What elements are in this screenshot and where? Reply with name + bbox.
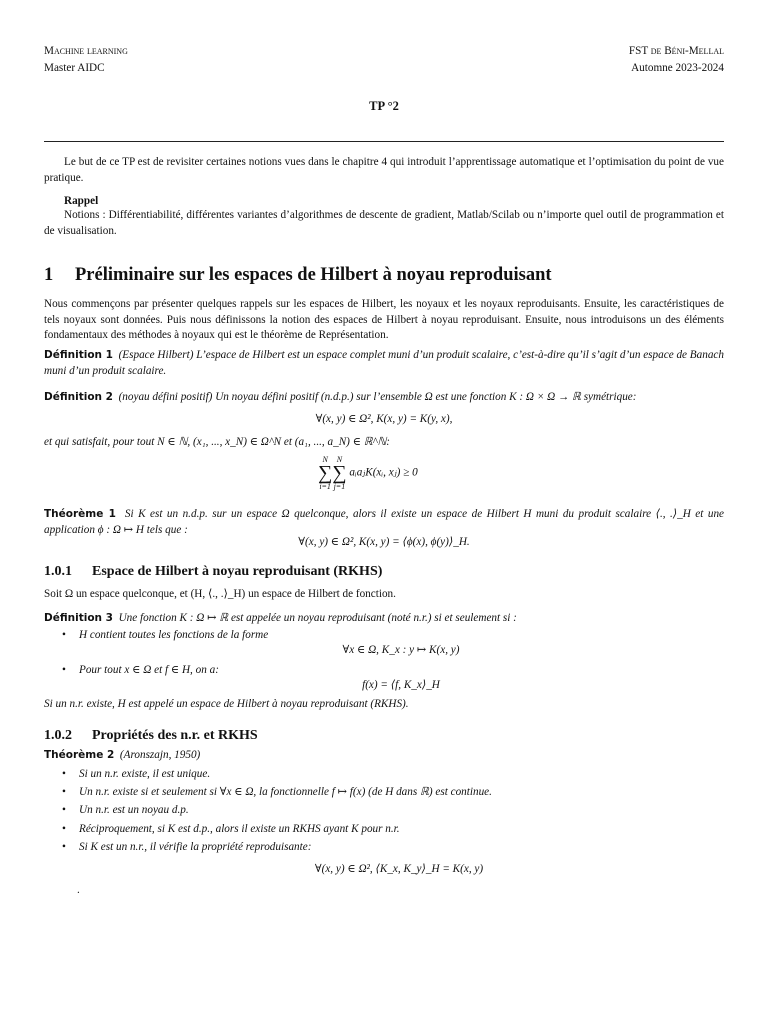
definition-3-text: Une fonction K : Ω ↦ ℝ est appelée un noyau reproduisant (noté n.r.) si et seulement si : bbox=[118, 612, 517, 624]
definition-3-item-1: • H contient toutes les fonctions de la forme bbox=[62, 628, 268, 644]
symmetry-equation: ∀(x, y) ∈ Ω², K(x, y) = K(y, x), bbox=[315, 413, 453, 425]
subsection-title-1: Espace de Hilbert à noyau reproduisant (RKHS) bbox=[92, 564, 383, 579]
bullet-icon: • bbox=[62, 786, 66, 798]
bullet-icon: • bbox=[62, 841, 66, 853]
definition-3 bbox=[44, 611, 517, 627]
program-name: Master AIDC bbox=[44, 62, 105, 74]
sum-body: aᵢaⱼK(xᵢ, xⱼ) ≥ 0 bbox=[349, 466, 418, 479]
definition-1 bbox=[44, 348, 724, 379]
definition-1-text: (Espace Hilbert) L’espace de Hilbert est un espace complet muni d’un produit scalaire, c’est-à-dire qu’il s’agit d’un espace de Banach muni d’un produit scalaire. bbox=[44, 349, 724, 377]
sum-j: N ∑ j=1 bbox=[332, 455, 347, 491]
theorem-2-label: Théorème 2 bbox=[44, 749, 115, 761]
definition-2-text: (noyau défini positif) Un noyau défini positif (n.d.p.) sur l’ensemble Ω est une fonction K : Ω × Ω → ℝ symétrique: bbox=[118, 391, 637, 403]
definition-1-label: Définition 1 bbox=[44, 349, 113, 361]
theorem-2-item: • Si un n.r. existe, il est unique. bbox=[62, 767, 210, 783]
subsection-number-2: 1.0.2 bbox=[44, 728, 72, 743]
bullet-icon: • bbox=[62, 804, 66, 816]
intro-paragraph: Le but de ce TP est de revisiter certaines notions vues dans le chapitre 4 qui introduit l’apprentissage automatique et l’optimisation du point de vue pratique. bbox=[44, 156, 724, 184]
kx-equation: ∀x ∈ Ω, K_x : y ↦ K(x, y) bbox=[342, 644, 460, 656]
definition-2 bbox=[44, 390, 734, 406]
theorem-2 bbox=[44, 748, 200, 764]
section-title: Préliminaire sur les espaces de Hilbert à noyau reproduisant bbox=[75, 265, 552, 285]
term: Automne 2023-2024 bbox=[631, 62, 724, 74]
trailing-dot: . bbox=[77, 884, 80, 896]
theorem-1 bbox=[44, 507, 724, 538]
reproducing-property-equation: ∀(x, y) ∈ Ω², ⟨K_x, K_y⟩_H = K(x, y) bbox=[314, 863, 484, 875]
bullet-icon: • bbox=[62, 768, 66, 780]
subsection-number-1: 1.0.1 bbox=[44, 564, 72, 579]
section-number: 1 bbox=[44, 265, 54, 285]
theorem-2-item: • Si K est un n.r., il vérifie la propriété reproduisante: bbox=[62, 840, 311, 856]
bullet-icon: • bbox=[62, 823, 66, 835]
rkhs-intro: Soit Ω un espace quelconque, et (H, ⟨., .⟩_H) un espace de Hilbert de fonction. bbox=[44, 588, 396, 600]
title-rule bbox=[44, 141, 724, 142]
bullet-icon: • bbox=[62, 664, 66, 676]
rkhs-conclusion: Si un n.r. existe, H est appelé un espace de Hilbert à noyau reproduisant (RKHS). bbox=[44, 698, 409, 710]
definition-2-label: Définition 2 bbox=[44, 391, 113, 403]
course-name: Machine learning bbox=[44, 45, 128, 57]
theorem-2-item: • Un n.r. existe si et seulement si ∀x ∈ Ω, la fonctionnelle f ↦ f(x) (de H dans ℝ) est continue. bbox=[62, 785, 492, 801]
theorem-1-text: Si K est un n.d.p. sur un espace Ω quelconque, alors il existe un espace de Hilbert H muni du produit scalaire ⟨., .⟩_H et une application ϕ : Ω ↦ H tels que : bbox=[44, 508, 725, 536]
definition-3-item-2: • Pour tout x ∈ Ω et f ∈ H, on a: bbox=[62, 663, 219, 679]
rappel-heading: Rappel bbox=[64, 195, 99, 207]
theorem-1-label: Théorème 1 bbox=[44, 508, 116, 520]
definition-2-condition: et qui satisfait, pour tout N ∈ ℕ, (x₁, ..., x_N) ∈ Ω^N et (a₁, ..., a_N) ∈ ℝ^ℕ: bbox=[44, 436, 391, 448]
reproducing-equation: f(x) = ⟨f, K_x⟩_H bbox=[362, 679, 440, 691]
rappel-text: Notions : Différentiabilité, différentes variantes d’algorithmes de descente de gradient, Matlab/Scilab ou n’importe quel outil de programmation et de visualisation. bbox=[44, 209, 724, 237]
theorem-2-item: • Un n.r. est un noyau d.p. bbox=[62, 803, 189, 819]
bullet-icon: • bbox=[62, 629, 66, 641]
definition-3-label: Définition 3 bbox=[44, 612, 113, 624]
subsection-title-2: Propriétés des n.r. et RKHS bbox=[92, 728, 258, 743]
sum-i: N ∑ i=1 bbox=[318, 455, 333, 491]
theorem-1-equation: ∀(x, y) ∈ Ω², K(x, y) = ⟨ϕ(x), ϕ(y)⟩_H. bbox=[298, 536, 470, 548]
positivity-equation bbox=[318, 455, 418, 495]
theorem-2-note: (Aronszajn, 1950) bbox=[119, 749, 201, 761]
institution-name: FST de Béni-Mellal bbox=[628, 45, 724, 57]
page-title: TP °2 bbox=[369, 99, 399, 113]
theorem-2-item: • Réciproquement, si K est d.p., alors il existe un RKHS ayant K pour n.r. bbox=[62, 822, 400, 838]
section-intro: Nous commençons par présenter quelques rappels sur les espaces de Hilbert, les noyaux et les noyaux reproduisants. Ensuite, les caractéristiques de tels noyaux sont données. Puis nous définissons la notion des espaces de Hilbert à noyau reproduisant. Ensuite, nous introduisons un des éléments fondamentaux des méthodes à noyaux qui est le théorème de Représentation. bbox=[44, 298, 724, 341]
